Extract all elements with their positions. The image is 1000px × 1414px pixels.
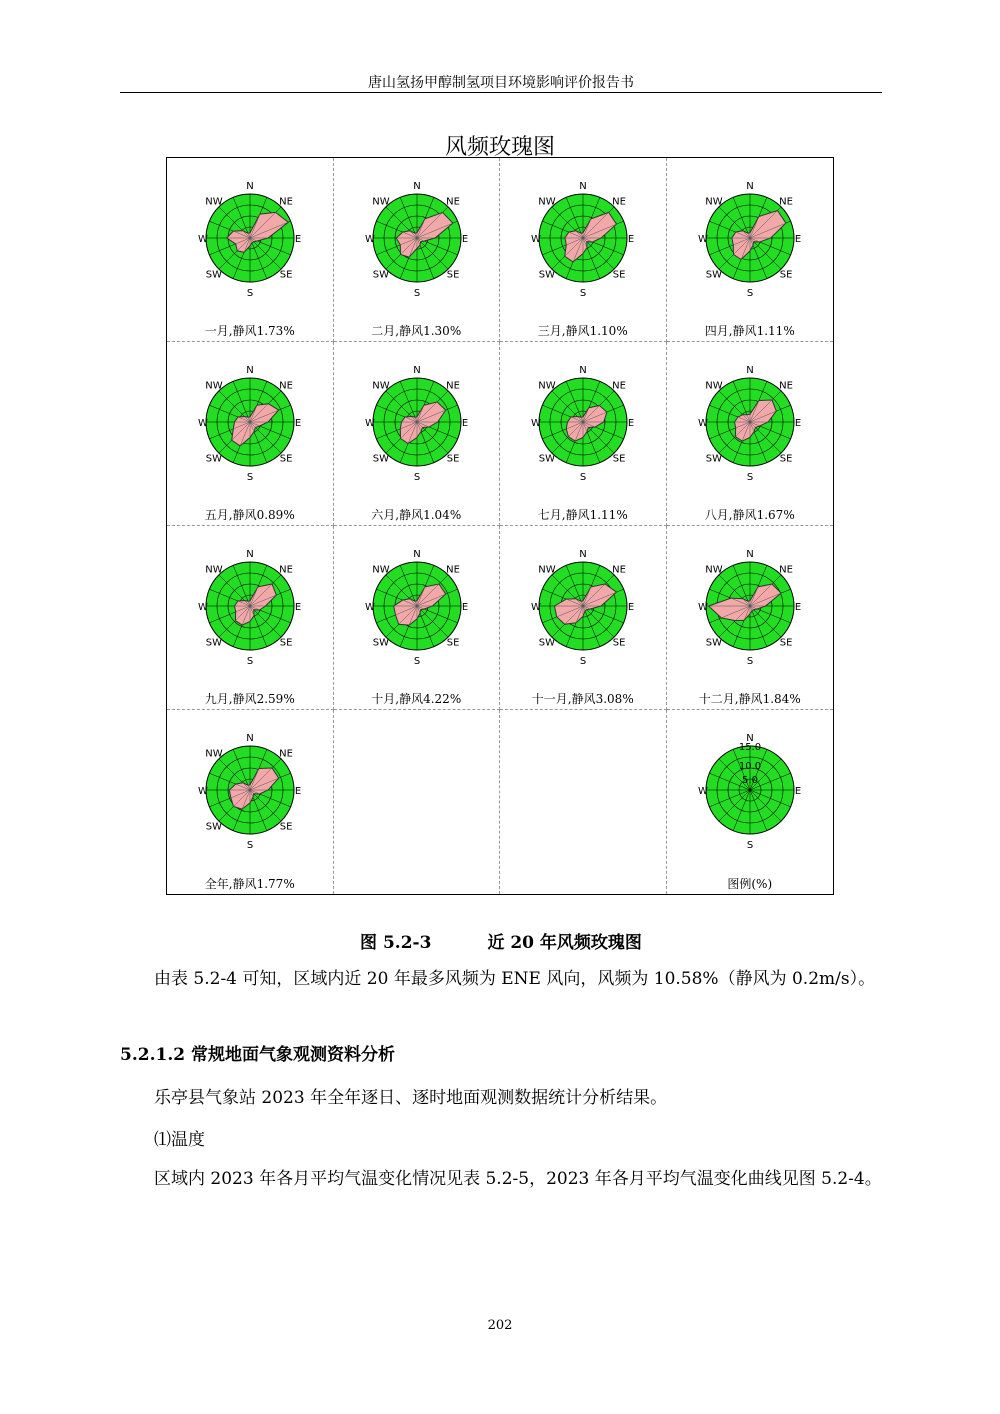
label-e: E <box>794 418 801 429</box>
rose-panel <box>667 158 834 342</box>
label-sw: SW <box>372 269 389 281</box>
label-ne: NE <box>279 196 293 208</box>
legend-ring-label: 10.0 <box>738 761 761 772</box>
rose-panel <box>167 526 334 710</box>
label-s: S <box>413 288 420 299</box>
legend-ring-label: 5.0 <box>741 775 758 786</box>
label-w: W <box>531 234 541 245</box>
label-ne: NE <box>778 380 793 392</box>
wind-rose-chart <box>692 180 808 299</box>
empty-panel <box>334 710 501 894</box>
label-s: S <box>746 656 753 667</box>
label-ne: NE <box>445 564 460 576</box>
label-w: W <box>531 602 541 613</box>
wind-rose-chart <box>692 364 808 483</box>
label-s: S <box>246 840 254 851</box>
panel-caption: 五月,静风0.89% <box>204 508 295 522</box>
label-nw: NW <box>205 564 223 576</box>
label-nw: NW <box>205 196 223 208</box>
label-nw: NW <box>371 564 390 576</box>
panel-caption: 六月,静风1.04% <box>371 508 462 522</box>
label-n: N <box>579 365 587 376</box>
label-w: W <box>531 418 541 429</box>
label-e: E <box>794 602 801 613</box>
label-w: W <box>697 234 708 245</box>
label-n: N <box>246 181 254 192</box>
label-w: W <box>198 786 208 797</box>
label-sw: SW <box>538 269 556 281</box>
legend-rose <box>692 732 808 851</box>
rose-panel <box>167 342 334 526</box>
rose-panel <box>334 526 501 710</box>
rose-panel <box>667 526 834 710</box>
label-nw: NW <box>371 196 390 208</box>
label-se: SE <box>779 453 792 465</box>
wind-rose-chart <box>359 548 475 667</box>
label-se: SE <box>279 269 293 281</box>
label-nw: NW <box>205 748 223 760</box>
label-ne: NE <box>612 196 626 208</box>
label-e: E <box>794 786 801 797</box>
label-w: W <box>364 602 375 613</box>
label-e: E <box>794 234 801 245</box>
label-w: W <box>198 234 208 245</box>
label-nw: NW <box>704 380 723 392</box>
label-n: N <box>246 549 254 560</box>
section-heading: 5.2.1.2 常规地面气象观测资料分析 <box>120 1045 395 1065</box>
label-e: E <box>294 418 302 429</box>
label-e: E <box>294 786 302 797</box>
label-se: SE <box>612 453 626 465</box>
panel-caption: 八月,静风1.67% <box>704 508 795 522</box>
label-s: S <box>579 288 587 299</box>
label-n: N <box>246 365 254 376</box>
label-se: SE <box>446 637 459 649</box>
rose-panel <box>167 710 334 894</box>
label-nw: NW <box>538 380 556 392</box>
label-s: S <box>246 656 254 667</box>
wind-rose-chart <box>359 364 475 483</box>
label-n: N <box>745 365 754 376</box>
label-se: SE <box>612 637 626 649</box>
label-ne: NE <box>279 380 293 392</box>
label-w: W <box>198 602 208 613</box>
rose-panel <box>667 342 834 526</box>
label-se: SE <box>279 453 293 465</box>
label-sw: SW <box>205 269 223 281</box>
label-s: S <box>746 840 753 851</box>
label-s: S <box>746 288 753 299</box>
paragraph: 由表 5.2-4 可知，区域内近 20 年最多风频为 ENE 风向，风频为 10.58%（静风为 0.2m/s）。 <box>154 969 876 989</box>
label-sw: SW <box>372 453 389 465</box>
panel-caption: 十二月,静风1.84% <box>698 692 801 706</box>
label-n: N <box>579 549 587 560</box>
label-e: E <box>461 602 468 613</box>
label-e: E <box>461 234 468 245</box>
label-se: SE <box>279 821 293 833</box>
paragraph: 乐亭县气象站 2023 年全年逐日、逐时地面观测数据统计分析结果。 <box>154 1088 668 1108</box>
panel-caption: 全年,静风1.77% <box>204 877 295 891</box>
label-e: E <box>627 418 635 429</box>
label-sw: SW <box>705 637 722 649</box>
label-n: N <box>246 733 254 744</box>
figure-title: 风频玫瑰图 <box>444 135 555 160</box>
label-sw: SW <box>205 453 223 465</box>
label-ne: NE <box>612 380 626 392</box>
wind-rose-chart <box>192 732 308 851</box>
label-se: SE <box>779 637 792 649</box>
label-w: W <box>198 418 208 429</box>
panel-caption: 七月,静风1.11% <box>537 508 628 522</box>
rose-panel <box>500 526 667 710</box>
label-nw: NW <box>538 564 556 576</box>
label-ne: NE <box>778 196 793 208</box>
panel-caption: 二月,静风1.30% <box>371 324 462 338</box>
label-sw: SW <box>372 637 389 649</box>
label-ne: NE <box>612 564 626 576</box>
label-se: SE <box>279 637 293 649</box>
rose-panel <box>500 158 667 342</box>
label-n: N <box>745 549 754 560</box>
label-se: SE <box>446 269 459 281</box>
label-w: W <box>364 234 375 245</box>
label-n: N <box>745 181 754 192</box>
paragraph: ⑴温度 <box>154 1130 205 1150</box>
panel-caption: 四月,静风1.11% <box>704 324 795 338</box>
label-ne: NE <box>445 380 460 392</box>
label-sw: SW <box>538 453 556 465</box>
label-nw: NW <box>538 196 556 208</box>
header-rule <box>120 92 882 93</box>
label-ne: NE <box>279 748 293 760</box>
label-se: SE <box>612 269 626 281</box>
figure-number: 图 5.2-3 <box>360 933 432 953</box>
label-nw: NW <box>205 380 223 392</box>
label-e: E <box>627 234 635 245</box>
document-header: 唐山氢扬甲醇制氢项目环境影响评价报告书 <box>368 75 634 91</box>
label-e: E <box>627 602 635 613</box>
label-nw: NW <box>371 380 390 392</box>
label-sw: SW <box>205 637 223 649</box>
label-se: SE <box>779 269 792 281</box>
panel-caption: 三月,静风1.10% <box>537 324 628 338</box>
label-ne: NE <box>778 564 793 576</box>
figure-caption <box>120 928 882 953</box>
label-sw: SW <box>705 453 722 465</box>
label-nw: NW <box>704 564 723 576</box>
label-s: S <box>579 656 587 667</box>
panel-caption: 九月,静风2.59% <box>204 692 295 706</box>
wind-rose-chart <box>192 364 308 483</box>
rose-panel <box>500 342 667 526</box>
label-sw: SW <box>705 269 722 281</box>
label-sw: SW <box>538 637 556 649</box>
legend-panel <box>667 710 834 894</box>
wind-rose-chart <box>692 548 808 667</box>
figure-caption-title: 近 20 年风频玫瑰图 <box>487 933 642 953</box>
paragraph: 区域内 2023 年各月平均气温变化情况见表 5.2-5，2023 年各月平均气温变化曲线见图 5.2-4。 <box>154 1169 882 1189</box>
rose-panel <box>334 158 501 342</box>
legend-ring-label: 15.0 <box>738 742 761 753</box>
legend-caption: 图例(%) <box>727 877 773 891</box>
label-s: S <box>746 472 753 483</box>
label-w: W <box>697 786 708 797</box>
label-n: N <box>412 365 421 376</box>
wind-rose-chart <box>525 180 641 299</box>
label-s: S <box>579 472 587 483</box>
label-s: S <box>246 472 254 483</box>
label-s: S <box>413 472 420 483</box>
rose-panel <box>334 342 501 526</box>
label-w: W <box>697 602 708 613</box>
panel-caption: 一月,静风1.73% <box>204 324 295 338</box>
label-n: N <box>579 181 587 192</box>
wind-rose-grid <box>166 157 834 895</box>
label-s: S <box>246 288 254 299</box>
label-n: N <box>412 549 421 560</box>
panel-caption: 十一月,静风3.08% <box>531 692 634 706</box>
label-e: E <box>461 418 468 429</box>
label-n: N <box>412 181 421 192</box>
wind-rose-chart <box>525 548 641 667</box>
label-nw: NW <box>704 196 723 208</box>
wind-rose-chart <box>359 180 475 299</box>
rose-panel <box>167 158 334 342</box>
label-ne: NE <box>445 196 460 208</box>
label-s: S <box>413 656 420 667</box>
panel-caption: 十月,静风4.22% <box>371 692 462 706</box>
label-se: SE <box>446 453 459 465</box>
label-e: E <box>294 602 302 613</box>
label-ne: NE <box>279 564 293 576</box>
label-w: W <box>697 418 708 429</box>
label-w: W <box>364 418 375 429</box>
wind-rose-chart <box>525 364 641 483</box>
page-number: 202 <box>487 1318 513 1333</box>
label-e: E <box>294 234 302 245</box>
wind-rose-chart <box>192 548 308 667</box>
wind-rose-chart <box>192 180 308 299</box>
label-sw: SW <box>205 821 223 833</box>
empty-panel <box>500 710 667 894</box>
label-n: N <box>745 733 754 744</box>
